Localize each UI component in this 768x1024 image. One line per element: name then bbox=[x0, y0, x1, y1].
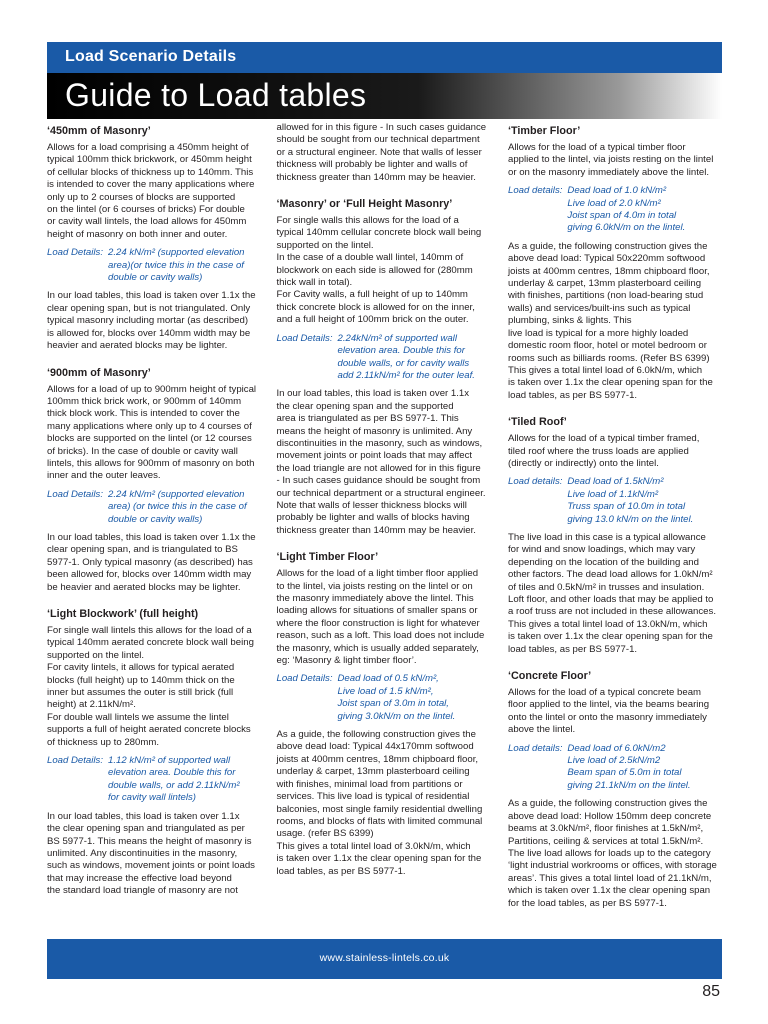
load-details-label: Load Details: bbox=[47, 488, 103, 500]
paragraph-line: beams at 3.0kN/m², floor finishes at 1.5kN/m², bbox=[508, 823, 704, 835]
paragraph-line: the masonry, which is usually added separately, bbox=[276, 642, 479, 654]
paragraph-line: is allowed for, blocks over 140mm width may be bbox=[47, 327, 251, 339]
load-details-line: 2.24 kN/m² (supported elevation bbox=[108, 247, 245, 259]
paragraph-line: applied to the lintel, via joists resting on the lintel bbox=[508, 154, 714, 166]
paragraph-line: rooms, and blocks of flats with limited communal bbox=[276, 815, 483, 827]
paragraph-line: for wind and snow loadings, which may vary bbox=[508, 544, 696, 556]
paragraph-line: Partitions, ceiling & services at total 1.5kN/m². bbox=[508, 835, 704, 847]
paragraph-line: of cellular blocks of thickness up to 140mm. This bbox=[47, 166, 254, 178]
body-paragraph bbox=[277, 215, 495, 327]
body-paragraph bbox=[47, 811, 263, 898]
paragraph-line: or a structural engineer. Note that walls of lesser bbox=[276, 146, 482, 158]
column-2 bbox=[277, 122, 495, 937]
section-heading: ‘Light Blockwork’ (full height) bbox=[47, 608, 199, 620]
paragraph-line: lintels, this allows for 900mm of masonry on both bbox=[47, 457, 255, 469]
paragraph-line: probably be lighter and walls of blocks having bbox=[276, 512, 470, 524]
paragraph-line: the masonry immediately above the lintel. This bbox=[276, 593, 474, 604]
paragraph-line: thickness greater than 140mm may be heavier. bbox=[276, 171, 476, 183]
paragraph-line: Allows for the load of a light timber floor applied bbox=[276, 568, 479, 580]
paragraph-line: the clear opening span and triangulated as per bbox=[47, 823, 245, 835]
paragraph-line: area is triangulated as per BS 5977-1. This bbox=[276, 413, 459, 425]
load-details-line: giving 6.0kN/m on the lintel. bbox=[567, 222, 686, 234]
load-details-values bbox=[108, 755, 263, 805]
load-details bbox=[508, 185, 722, 235]
load-details-line: giving 3.0kN/m on the lintel. bbox=[337, 710, 456, 722]
paragraph-line: with finishes, partitions (non load-bearing stud bbox=[508, 290, 704, 302]
page-number: 85 bbox=[702, 983, 720, 1000]
load-details-values bbox=[567, 185, 722, 235]
body-paragraph bbox=[47, 290, 263, 352]
paragraph-line: reason, such as a loft. This load does not include bbox=[276, 630, 485, 642]
body-paragraph bbox=[508, 532, 722, 656]
section-heading: ‘900mm of Masonry’ bbox=[47, 366, 151, 379]
paragraph-line: 5977-1. Only typical masonry (as described) has bbox=[47, 556, 253, 568]
load-details-label: Load details: bbox=[508, 476, 563, 488]
paragraph-line: plumbing, sinks & lights. This bbox=[508, 315, 632, 327]
paragraph-line: the clear opening span and the supported bbox=[276, 400, 454, 412]
paragraph-line: load tables, as per BS 5977-1. bbox=[276, 865, 406, 877]
paragraph-line: - In such cases guidance should be sought from bbox=[276, 475, 481, 487]
section-heading: ‘450mm of Masonry’ bbox=[47, 125, 151, 137]
paragraph-line: areas’. This gives a total lintel load of 21.1kN/m, bbox=[508, 872, 712, 884]
paragraph-line: This gives a total lintel load of 13.0kN/m, which bbox=[508, 618, 708, 630]
load-details-line: Dead load of 0.5 kN/m², bbox=[337, 673, 439, 685]
paragraph-line: ‘light industrial workrooms or offices, with storage bbox=[508, 860, 717, 872]
paragraph-line: joists at 400mm centres, 18mm chipboard floor, bbox=[276, 753, 479, 765]
paragraph-line: depending on the location of the building and bbox=[508, 556, 699, 568]
section-band bbox=[47, 42, 722, 73]
paragraph-line: means the height of masonry is unlimited. Any bbox=[276, 425, 473, 437]
paragraph-line: In our load tables, this load is taken over 1.1x the bbox=[47, 531, 256, 543]
paragraph-line: tiled roof where the truss loads are applied bbox=[508, 445, 689, 457]
paragraph-line: or cavity wall lintels, the load allows for 450mm bbox=[47, 216, 247, 228]
paragraph-line: As a guide, the following construction gives the bbox=[276, 729, 476, 741]
load-details-line: Joist span of 4.0m in total bbox=[567, 210, 677, 222]
load-details-line: area) (or twice this in the case of bbox=[108, 501, 247, 513]
section-heading: ‘Light Timber Floor’ bbox=[276, 551, 379, 564]
load-details-line: 1.12 kN/m² of supported wall bbox=[108, 755, 231, 767]
section-heading: ‘Tiled Roof’ bbox=[508, 416, 567, 429]
body-paragraph bbox=[508, 798, 722, 910]
paragraph-line: thick wall in total). bbox=[276, 277, 353, 289]
load-details-values bbox=[567, 743, 722, 793]
paragraph-line: Allows for the load of a typical concrete beam bbox=[508, 687, 702, 699]
load-details-line: double walls, or add 2.11kN/m² bbox=[108, 779, 240, 791]
paragraph-line: underlay & carpet, 13mm plasterboard ceiling bbox=[276, 766, 470, 778]
paragraph-line: is taken over 1.1x the clear opening span for the bbox=[508, 631, 713, 643]
paragraph-line: blocks are supported on the lintel (or 12 courses bbox=[47, 433, 252, 445]
load-details-line: double or cavity walls) bbox=[108, 272, 203, 284]
paragraph-line: thick concrete block is allowed for on the inner, bbox=[276, 301, 475, 313]
paragraph-line: In our load tables, this load is taken over 1.1x bbox=[47, 810, 240, 822]
paragraph-line: Allows for the load of a typical timber floor bbox=[508, 142, 686, 153]
paragraph-line: This gives a total lintel load of 3.0kN/m, which bbox=[276, 840, 471, 852]
load-details-line: Beam span of 5.0m in total bbox=[567, 767, 682, 779]
load-details-line: Dead load of 1.0 kN/m² bbox=[567, 185, 667, 197]
section-heading: ‘Concrete Floor’ bbox=[508, 670, 592, 683]
load-details bbox=[47, 489, 263, 526]
load-details-values bbox=[338, 673, 495, 723]
load-details-line: Dead load of 1.5kN/m² bbox=[567, 476, 664, 488]
paragraph-line: a roof truss are not included in these allowances. bbox=[508, 606, 716, 618]
load-details bbox=[508, 743, 722, 793]
load-details-line: Live load of 1.5 kN/m², bbox=[337, 685, 434, 697]
paragraph-line: movement joints or point loads that may affect bbox=[276, 450, 473, 462]
paragraph-line: on the lintel (or 6 courses of bricks) For double bbox=[47, 204, 245, 216]
paragraph-line: other factors. The dead load allows for 1.0kN/m² bbox=[508, 569, 713, 581]
body-paragraph bbox=[508, 142, 722, 179]
load-details bbox=[277, 333, 495, 383]
paragraph-line: discontinuities in the masonry, such as windows, bbox=[276, 437, 483, 449]
paragraph-line: typical 140mm cellular concrete block wall being bbox=[276, 227, 482, 239]
load-details-line: Dead load of 6.0kN/m2 bbox=[567, 742, 666, 754]
paragraph-line: typical 140mm aerated concrete block wall being bbox=[47, 637, 254, 649]
load-details-values bbox=[338, 333, 495, 383]
paragraph-line: where the floor construction is light for whatever bbox=[276, 617, 480, 629]
paragraph-line: the load triangle are not allowed for in this figure bbox=[276, 462, 481, 474]
paragraph-line: underlay & carpet, 13mm plasterboard ceiling bbox=[508, 278, 702, 290]
paragraph-line: height) at 2.11kN/m². bbox=[47, 699, 136, 711]
body-paragraph bbox=[508, 241, 722, 402]
load-details-values bbox=[567, 476, 722, 526]
paragraph-line: In our load tables, this load is taken over 1.1x the bbox=[47, 290, 256, 302]
page-title: Guide to Load tables bbox=[65, 77, 367, 113]
paragraph-line: clear opening span, but is not triangulated. Only bbox=[47, 302, 251, 314]
load-details-label: Load Details: bbox=[47, 247, 103, 259]
paragraph-line: above dead load: Hollow 150mm deep concrete bbox=[508, 810, 712, 822]
paragraph-line: unlimited. Any discontinuities in the masonry, bbox=[47, 847, 238, 859]
paragraph-line: loading allows for situations of smaller spans or bbox=[276, 605, 478, 617]
body-paragraph bbox=[277, 568, 495, 667]
paragraph-line: 100mm thick brick work, or 900mm of 140mm bbox=[47, 395, 242, 407]
paragraph-line: For single walls this allows for the load of a bbox=[276, 215, 459, 227]
paragraph-line: only up to 2 courses of blocks are supported bbox=[47, 191, 236, 203]
paragraph-line: eg: ‘Masonry & light timber floor’. bbox=[276, 655, 417, 667]
paragraph-line: above dead load: Typical 44x170mm softwood bbox=[276, 741, 474, 753]
paragraph-line: inner but assumes the outer is still brick (full bbox=[47, 687, 234, 699]
paragraph-line: For single wall lintels this allows for the load of a bbox=[47, 625, 252, 636]
paragraph-line: above dead load: Typical 50x220mm softwood bbox=[508, 253, 706, 265]
column-1 bbox=[47, 122, 263, 937]
paragraph-line: and a full height of 100mm brick on the outer. bbox=[276, 314, 469, 326]
load-details bbox=[508, 476, 722, 526]
paragraph-line: of bricks). In the case of double or cavity wall bbox=[47, 445, 238, 457]
load-details-line: double walls, or for cavity walls bbox=[337, 357, 470, 369]
paragraph-line: live load is typical for a more highly loaded bbox=[508, 327, 689, 339]
paragraph-line: domestic room floor, hotel or motel bedroom or bbox=[508, 340, 707, 352]
paragraph-line: is taken over 1.1x the clear opening span for the bbox=[508, 377, 713, 389]
paragraph-line: load tables, as per BS 5977-1. bbox=[508, 643, 638, 655]
load-details-label: Load Details: bbox=[276, 332, 333, 344]
paragraph-line: blockwork on each side is allowed for (280mm bbox=[276, 264, 473, 276]
paragraph-line: As a guide, the following construction gives the bbox=[508, 240, 708, 252]
body-paragraph bbox=[47, 142, 263, 241]
load-details-line: 2.24 kN/m² (supported elevation bbox=[108, 488, 245, 500]
paragraph-line: is intended to cover the many applications where bbox=[47, 179, 255, 191]
paragraph-line: be heavier and aerated blocks may be lighter. bbox=[47, 581, 241, 593]
load-details-label: Load Details: bbox=[276, 673, 333, 685]
load-details-label: Load details: bbox=[508, 185, 563, 197]
paragraph-line: our technical department or a structural engineer. bbox=[276, 487, 486, 499]
paragraph-line: is taken over 1.1x the clear opening span for the bbox=[276, 853, 482, 865]
load-details-line: 2.24kN/m² of supported wall bbox=[337, 332, 457, 344]
load-details-line: elevation area. Double this for bbox=[108, 767, 236, 779]
section-heading: ‘Masonry’ or ‘Full Height Masonry’ bbox=[276, 198, 453, 211]
load-details-line: Live load of 2.0 kN/m² bbox=[567, 197, 661, 209]
body-paragraph bbox=[47, 384, 263, 483]
paragraph-line: allowed for in this figure - In such cases guidance bbox=[276, 122, 487, 133]
paragraph-line: This gives a total lintel load of 6.0kN/m, which bbox=[508, 364, 703, 376]
load-details-line: area)(or twice this in the case of bbox=[108, 259, 244, 271]
paragraph-line: As a guide, the following construction gives the bbox=[508, 798, 708, 810]
title-bar bbox=[47, 73, 722, 119]
paragraph-line: supports a full of height aerated concrete blocks bbox=[47, 724, 251, 736]
paragraph-line: joists at 400mm centres, 18mm chipboard floor, bbox=[508, 265, 710, 277]
load-details-label: Load Details: bbox=[47, 755, 103, 767]
paragraph-line: load tables, as per BS 5977-1. bbox=[508, 389, 638, 401]
paragraph-line: blocks (full height) up to 140mm thick on the bbox=[47, 674, 235, 686]
paragraph-line: thickness greater than 140mm may be heavier. bbox=[276, 524, 476, 536]
body-paragraph bbox=[47, 625, 263, 749]
paragraph-line: of thickness up to 280mm. bbox=[47, 736, 159, 748]
paragraph-line: inner and the outer leaves. bbox=[47, 470, 161, 482]
load-details-values bbox=[108, 489, 263, 526]
paragraph-line: heavier and aerated blocks may be lighter. bbox=[47, 340, 228, 352]
paragraph-line: typical masonry including mortar (as described) bbox=[47, 315, 249, 327]
paragraph-line: above the lintel. bbox=[508, 724, 576, 736]
load-details-line: elevation area. Double this for bbox=[337, 345, 465, 357]
paragraph-line: thick block work. This is intended to cover the bbox=[47, 408, 240, 420]
body-paragraph bbox=[277, 729, 495, 878]
body-paragraph bbox=[47, 532, 263, 594]
load-details-line: giving 13.0 kN/m on the lintel. bbox=[567, 513, 694, 525]
section-heading: ‘Timber Floor’ bbox=[508, 125, 581, 137]
paragraph-line: Allows for a load comprising a 450mm height of bbox=[47, 142, 249, 153]
paragraph-line: Loft floor, and other loads that may be applied to bbox=[508, 594, 714, 605]
paragraph-line: usage. (refer BS 6399) bbox=[276, 828, 374, 840]
paragraph-line: typical 100mm thick brickwork, or 450mm height bbox=[47, 154, 252, 166]
body-paragraph bbox=[508, 433, 722, 470]
paragraph-line: In the case of a double wall lintel, 140mm of bbox=[276, 252, 464, 264]
footer-band bbox=[47, 939, 722, 979]
paragraph-line: floor applied to the lintel, via the beams bearing bbox=[508, 699, 710, 711]
paragraph-line: many applications where only up to 4 courses of bbox=[47, 420, 252, 432]
paragraph-line: onto the lintel or onto the masonry immediately bbox=[508, 711, 707, 723]
load-details bbox=[277, 673, 495, 723]
paragraph-line: For double wall lintels we assume the lintel bbox=[47, 711, 229, 723]
column-3 bbox=[508, 122, 722, 937]
paragraph-line: the standard load triangle of masonry are not bbox=[47, 885, 238, 897]
load-details-label: Load details: bbox=[508, 742, 563, 754]
body-paragraph bbox=[277, 122, 495, 184]
load-details-line: for cavity wall lintels) bbox=[108, 792, 196, 804]
paragraph-line: thickness will probably be lighter and walls of bbox=[276, 159, 468, 171]
load-details-line: Live load of 1.1kN/m² bbox=[567, 488, 659, 500]
paragraph-line: services. This live load is typical of residential bbox=[276, 791, 470, 803]
paragraph-line: been allowed for, blocks over 140mm width may bbox=[47, 569, 252, 581]
load-details-line: add 2.11kN/m² for the outer leaf. bbox=[337, 369, 475, 381]
load-details-line: Live load of 2.5kN/m2 bbox=[567, 755, 661, 767]
paragraph-line: or on the masonry immediately above the lintel. bbox=[508, 166, 710, 178]
paragraph-line: The live load in this case is a typical allowance bbox=[508, 531, 706, 543]
content-columns bbox=[47, 122, 722, 937]
paragraph-line: For Cavity walls, a full height of up to 140mm bbox=[276, 289, 468, 301]
load-details-line: double or cavity walls) bbox=[108, 513, 203, 525]
paragraph-line: should be sought from our technical department bbox=[276, 134, 480, 146]
paragraph-line: rooms such as billiards rooms. (Refer BS 6399) bbox=[508, 352, 710, 364]
paragraph-line: Allows for the load of a typical timber framed, bbox=[508, 433, 700, 445]
paragraph-line: In our load tables, this load is taken over 1.1x bbox=[276, 388, 470, 400]
paragraph-line: (directly or indirectly) onto the lintel. bbox=[508, 457, 659, 469]
load-details-line: giving 21.1kN/m on the lintel. bbox=[567, 779, 691, 791]
paragraph-line: Allows for a load of up to 900mm height of typical bbox=[47, 383, 257, 395]
paragraph-line: with finishes, minimal load from partitions or bbox=[276, 778, 463, 790]
paragraph-line: to the lintel, via joists resting on the lintel or on bbox=[276, 580, 473, 592]
paragraph-line: that may increase the effective load beyond bbox=[47, 872, 232, 884]
section-label: Load Scenario Details bbox=[65, 48, 237, 65]
load-details bbox=[47, 247, 263, 284]
paragraph-line: balconies, most single family residential dwelling bbox=[276, 803, 483, 815]
paragraph-line: such as windows, movement joints or point loads bbox=[47, 860, 255, 872]
website-url: www.stainless-lintels.co.uk bbox=[319, 952, 450, 964]
paragraph-line: The live load allows for loads up to the category bbox=[508, 847, 711, 859]
paragraph-line: supported on the lintel. bbox=[47, 649, 145, 661]
load-details-line: Truss span of 10.0m in total bbox=[567, 501, 686, 513]
paragraph-line: BS 5977-1. This means the height of masonry is bbox=[47, 835, 252, 847]
body-paragraph bbox=[277, 388, 495, 537]
paragraph-line: height of masonry on both inner and outer. bbox=[47, 228, 228, 240]
paragraph-line: for the load tables, as per BS 5977-1. bbox=[508, 897, 667, 909]
paragraph-line: clear opening span, and is triangulated to BS bbox=[47, 544, 238, 556]
paragraph-line: walls) and services/built-ins such as typical bbox=[508, 302, 691, 314]
load-details-values bbox=[108, 247, 263, 284]
paragraph-line: which is taken over 1.1x the clear opening span bbox=[508, 885, 711, 897]
paragraph-line: Note that walls of lesser thickness blocks will bbox=[276, 499, 467, 511]
paragraph-line: For cavity lintels, it allows for typical aerated bbox=[47, 662, 235, 674]
load-details bbox=[47, 755, 263, 805]
paragraph-line: supported on the lintel. bbox=[276, 239, 374, 251]
load-details-line: Joist span of 3.0m in total, bbox=[337, 698, 449, 710]
body-paragraph bbox=[508, 687, 722, 737]
paragraph-line: of tiles and 0.5kN/m² in trusses and insulation. bbox=[508, 581, 705, 593]
